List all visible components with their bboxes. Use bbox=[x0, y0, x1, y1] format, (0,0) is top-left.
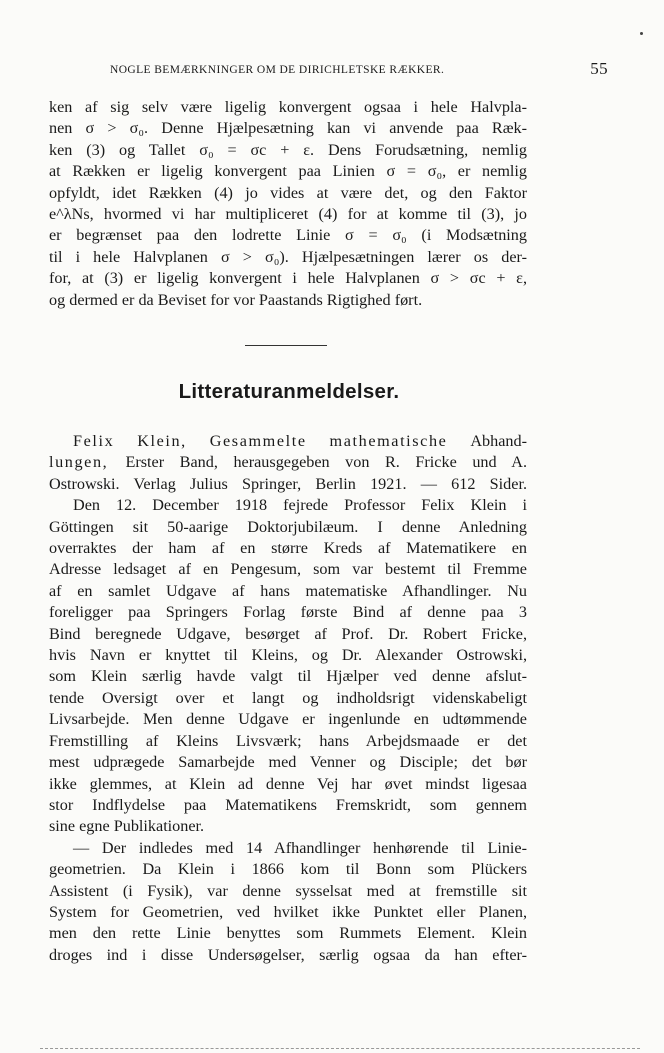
running-head-title: NOGLE BEMÆRKNINGER OM DE DIRICHLETSKE RÆKKER. bbox=[110, 64, 445, 76]
text-line: — Der indledes med 14 Afhandlinger henhørende til Linie- bbox=[73, 838, 527, 857]
text-line: er begrænset paa den lodrette Linie σ = σ₀ (i Modsætning bbox=[49, 226, 527, 245]
text-line: lungen, Erster Band, herausgegeben von R. Fricke und A. bbox=[49, 453, 527, 472]
section-heading: Litteraturanmeldelser. bbox=[178, 380, 400, 403]
text-line: e^λNs, hvormed vi har multipliceret (4) for at komme til (3), jo bbox=[49, 205, 527, 224]
page-number: 55 bbox=[590, 59, 608, 78]
text-line: Fremstilling af Kleins Livsværk; hans Arbejdsmaade er det bbox=[49, 731, 527, 750]
text-line: ken (3) og Tallet σ₀ = σc + ε. Dens Forudsætning, nemlig bbox=[49, 140, 527, 159]
text-line: Den 12. December 1918 fejrede Professor Felix Klein i bbox=[73, 496, 527, 515]
text-line: geometrien. Da Klein i 1866 kom til Bonn som Plückers bbox=[49, 860, 527, 879]
text-line: tende Oversigt over et langt og indholdsrigt videnskabeligt bbox=[49, 688, 527, 707]
scan-mark bbox=[640, 32, 643, 35]
text-line: men den rette Linie benyttes som Rummets Element. Klein bbox=[49, 924, 527, 943]
text-line: Assistent (i Fysik), var denne sysselsat med at fremstille sit bbox=[49, 881, 527, 900]
text-line: droges ind i disse Undersøgelser, særlig ogsaa da han efter- bbox=[49, 945, 527, 964]
text-line: af en samlet Udgave af hans matematiske Afhandlinger. Nu bbox=[49, 581, 527, 600]
text-line: og dermed er da Beviset for vor Paastands Rigtighed ført. bbox=[49, 290, 423, 309]
text-line: Göttingen sit 50-aarige Doktorjubilæum. I denne Anledning bbox=[49, 517, 527, 536]
spaced-title: lungen, bbox=[49, 453, 126, 472]
text-line: sine egne Publikationer. bbox=[49, 817, 205, 836]
text-line: Felix Klein, Gesammelte mathematische Abhand- bbox=[73, 432, 527, 450]
text-line: foreligger paa Springers Forlag første Bind af denne paa 3 bbox=[49, 603, 527, 622]
text-line: til i hele Halvplanen σ > σ₀). Hjælpesætningen lærer os der- bbox=[49, 247, 527, 266]
page-edge-line bbox=[40, 1048, 640, 1049]
text-line: stor Indflydelse paa Matematikens Fremskridt, som gennem bbox=[49, 795, 527, 814]
text-line: mest udprægede Samarbejde med Venner og Disciple; det bør bbox=[49, 753, 527, 772]
text-line: Bind beregnede Udgave, besørget af Prof. Dr. Robert Fricke, bbox=[49, 624, 527, 643]
text-line: opfyldt, idet Rækken (4) jo vides at være det, og den Faktor bbox=[49, 183, 527, 202]
proof-paragraph bbox=[49, 97, 527, 311]
text-line: Adresse ledsaget af en Pengesum, som var bestemt til Fremme bbox=[49, 560, 527, 579]
spaced-title: Felix Klein, Gesammelte mathematische bbox=[73, 432, 471, 450]
section-divider bbox=[245, 345, 327, 346]
text-line: ken af sig selv være ligelig konvergent ogsaa i hele Halvpla- bbox=[49, 98, 527, 116]
text-line: System for Geometrien, ved hvilket ikke Punktet eller Planen, bbox=[49, 902, 527, 921]
text-line: ikke glemmes, at Klein ad denne Vej har øvet mindst ligesaa bbox=[49, 774, 527, 793]
text-line: hvis Navn er knyttet til Kleins, og Dr. Alexander Ostrowski, bbox=[49, 646, 527, 665]
text-line: for, at (3) er ligelig konvergent i hele Halvplanen σ > σc + ε, bbox=[49, 269, 527, 288]
text-line: Livsarbejde. Men denne Udgave er ingenlunde en udtømmende bbox=[49, 710, 527, 729]
text-line: overraktes der ham af en større Kreds af Matematikere en bbox=[49, 539, 527, 558]
text-line: som Klein særlig havde valgt til Hjælper ved denne afslut- bbox=[49, 667, 527, 686]
text-line: nen σ > σ₀. Denne Hjælpesætning kan vi anvende paa Ræk- bbox=[49, 119, 527, 138]
review-paragraphs bbox=[49, 431, 527, 966]
text-line: Ostrowski. Verlag Julius Springer, Berlin 1921. — 612 Sider. bbox=[49, 474, 527, 493]
text-line: at Rækken er ligelig konvergent paa Linien σ = σ₀, er nemlig bbox=[49, 162, 527, 181]
